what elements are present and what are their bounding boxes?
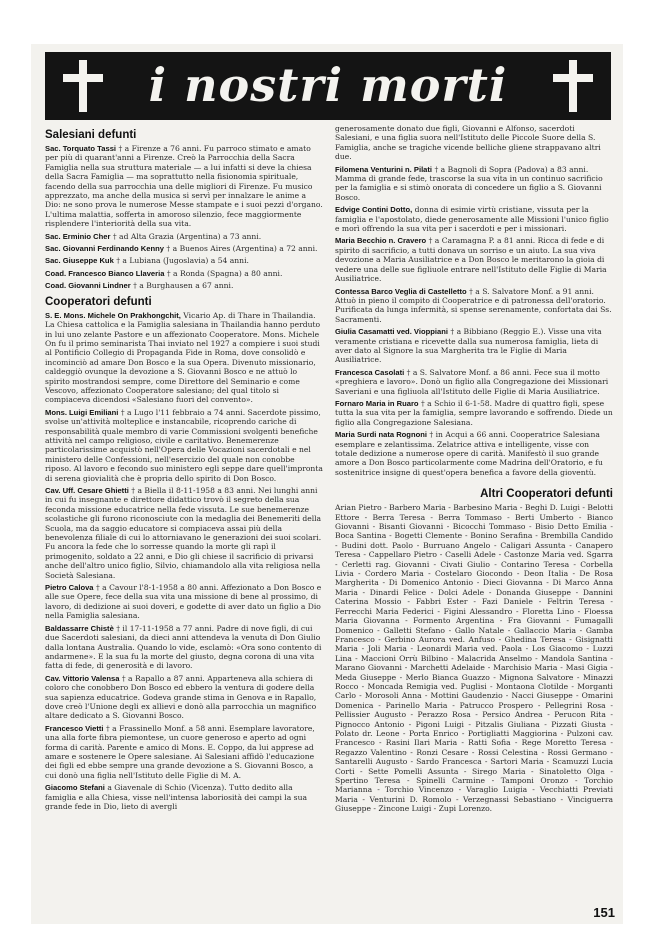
entry-text: a Giavenale di Schio (Vicenza). Tutto dedito alla famiglia e alla Chiesa, visse nell'intensa laboriosità dei campi la sua grande fede in Dio, lieto di avergli: [45, 783, 307, 811]
entry-text: † a Bagnoli di Sopra (Padova) a 83 anni. Mamma di grande fede, trascorse la sua vita in un continuo sacrificio per la famiglia e si stimò onorata di concedere un figlio a S. Giovanni Bosco.: [335, 164, 603, 202]
entry-name: Sac. Giuseppe Kuk: [45, 256, 114, 266]
entry-name: Maria Surdi nata Rognoni: [335, 430, 427, 440]
entry-name: Mons. Luigi Emiliani: [45, 407, 119, 417]
page: [31, 44, 623, 924]
entry-name: Sac. Torquato Tassi: [45, 144, 117, 153]
title-banner: [45, 52, 611, 120]
obituary-entry: [45, 281, 323, 290]
entry-text: † a Frassinello Monf. a 58 anni. Esemplare lavoratore, una alla forte fibra piemontese, un cuore generoso e aperto ad ogni forma di carità. Parente e amico di Mons. E. Coppo, da lui apprese ad amare e sostenere le Opere salesiane. Ai Salesiani affidò l'educazione dei figli ed ebbe sempre una grande devozione a S. Giovanni Bosco, a cui donò una figlia nell'Istituto delle Figlie di M. A.: [45, 723, 315, 780]
entry-text: † a Rapallo a 87 anni. Apparteneva alla schiera di coloro che conobbero Don Bosco ed ebbero la ventura di godere della sua sapienza educatrice. Godeva grande stima in Genova e in Rapallo, dove creò l'Unione degli ex allievi e donò alla parrocchia un magnifico altare dedicato a S. Giovanni Bosco.: [45, 673, 317, 721]
entry-name: Maria Becchio n. Cravero: [335, 236, 427, 246]
entry-text: Vicario Ap. di Thare in Thailandia. La Chiesa cattolica e la Famiglia salesiana in Thailandia hanno perduto in lui uno zelante Pastore e un affezionato Cooperatore. Mons. Michele On fu il primo seminarista Thai inviato nel 1927 a compiere i suoi studi al Pontificio Collegio di Propaganda Fide in Roma, dove consolidò e incominciò ad amare Don Bosco e la sua Opera. Divenuto missionario, caldeggiò ovunque la devozione a S. Giovanni Bosco e ne attuò lo spirito mostrandosi sempre, come Direttore del Seminario e come Vescovo, affezionato Cooperatore salesiano; del qual titolo si compiaceva dicendosi «Salesiano fuori del convento».: [45, 310, 321, 405]
entry-text: † a S. Salvatore Monf. a 91 anni. Attuò in pieno il compito di Cooperatrice e di patronessa dell'oratorio. Purificata da lunga infermità, si spense serenamente, confortata dai Ss. Sacramenti.: [335, 286, 612, 324]
obituary-entry: [335, 430, 613, 477]
entry-text: † a Lubiana (Jugoslavia) a 54 anni.: [113, 256, 249, 266]
entry-text: donna di esimie virtù cristiane, vissuta per la famiglia e l'apostolato, diede generosamente alle Missioni l'unico figlio e morì offrendo la sua vita per i sacerdoti e per i missionari.: [335, 205, 609, 234]
entry-text: † a Schio il 6-1-58. Madre di quattro figli, spese tutta la sua vita per la famiglia, sempre lavorando e soffrendo. Diede un figlio alla Congregazione Salesiana.: [335, 398, 613, 427]
section-heading-salesiani: Salesiani defunti: [45, 129, 137, 141]
obituary-continuation: generosamente donato due figli, Giovanni e Alfonso, sacerdoti Salesiani, e una figlia suora nell'Istituto delle Piccole Suore della S. Famiglia, anche se tragiche vicende belliche gliene strappavano altri due.: [335, 124, 601, 162]
entry-name: Cav. Uff. Cesare Ghietti: [45, 486, 129, 495]
cross-icon: [545, 58, 601, 114]
obituary-entry: [45, 244, 323, 253]
obituary-entry: [45, 624, 323, 671]
entry-text: † a S. Salvatore Monf. a 86 anni. Fece sua il motto «preghiera e lavoro». Donò un figlio alla Congregazione dei Missionari Saveriani e una figliuola all'Istituto delle Figlie di Maria Ausiliatrice.: [335, 367, 609, 396]
obituary-entry: [335, 327, 613, 365]
entry-text: † in Acqui a 66 anni. Cooperatrice Salesiana esemplare e zelantissima. Zelatrice attiva e intelligente, visse con totale dedizione a numerose opere di carità. Manifestò il suo grande amore a Don Bosco particolarmente come Madrina dell'Oratorio, e fu sostenitrice insigne di quest'opera benefica a favore della gioventù.: [335, 430, 603, 477]
obituary-entry: [335, 236, 613, 283]
obituary-entry: [45, 144, 323, 229]
entry-text: † ad Alta Grazia (Argentina) a 73 anni.: [110, 231, 262, 241]
entry-text: † a Burghausen a 67 anni.: [130, 281, 234, 291]
obituary-entry: [45, 408, 323, 483]
entry-text: † a Caramagna P. a 81 anni. Ricca di fede e di spirito di sacrificio, a tutti donava un sorriso e un aiuto. La sua viva devozione a Maria Ausiliatrice e a Don Bosco le meritarono la gioia di vedere una delle sue figliuole entrare nell'Istituto delle Figlie di Maria Ausiliatrice.: [335, 236, 607, 284]
entry-name: Coad. Francesco Bianco Llaveria: [45, 268, 165, 278]
page-title: i nostri morti: [148, 58, 508, 112]
entry-text: † il 17-11-1958 a 77 anni. Padre di nove figli, di cui due Sacerdoti salesiani, da dieci anni attendeva la venuta di Don Giulio dalla lontana Australia. Quando lo vide, esclamò: «Ora sono contento di andarmene». E la sua fu la morte del giusto, degna corona di una vita fatta di fede, di generosità e di lavoro.: [45, 623, 322, 671]
entry-name: Fornaro Maria in Ruaro: [335, 398, 419, 408]
section-heading-cooperatori: Cooperatori defunti: [45, 295, 152, 308]
obituary-entry: [335, 287, 613, 325]
entry-text: † a Bibbiano (Reggio E.). Visse una vita veramente cristiana e ricevette dalla sua numerosa famiglia, lieta di aver dato al Signore la sua Margherita tra le Figlie di Maria Ausiliatrice.: [335, 327, 602, 365]
entry-name: S. E. Mons. Michele On Prakhongchit,: [45, 310, 181, 320]
left-column: [45, 124, 323, 814]
obituary-entry: [45, 232, 323, 241]
entry-name: Filomena Venturini n. Pilati: [335, 164, 433, 174]
entry-name: Coad. Giovanni Lindner: [45, 281, 131, 291]
obituary-entry: [335, 399, 613, 427]
entry-name: Sac. Erminio Cher: [45, 231, 111, 241]
entry-text: † a Biella il 8-11-1958 a 83 anni. Nei lunghi anni in cui fu insegnante e direttore didattico trovò il segreto della sua feconda missione educatrice nella fede vissuta. Le sue benemerenze scolastiche gli furono riconosciute con la medaglia dei Benemeriti della Scuola, ma da saggio educatore si compiaceva assai più della benevolenza filiale di cui lo attorniavano le generazioni dei suoi scolari. Fu ancora la fede che lo sorresse quando la morte gli rapì il primogenito, soldato a 22 anni, e Dio gli chiese il sacrificio di privarsi anche dell'altro unico figlio, Silvio, chiamandolo alla vita religiosa nella Società Salesiana.: [45, 486, 322, 580]
entry-name: Francesca Casolati: [335, 367, 405, 377]
obituary-entry: [45, 256, 323, 265]
entry-name: Edvige Contini Dotto,: [335, 205, 413, 215]
entry-name: Pietro Calova: [45, 583, 94, 593]
entry-text: † a Ronda (Spagna) a 80 anni.: [164, 268, 283, 278]
obituary-entry: [45, 583, 323, 621]
entry-name: Giulia Casamatti ved. Vioppiani: [335, 327, 448, 337]
obituary-entry: [45, 724, 323, 780]
obituary-entry: [45, 674, 323, 721]
entry-text: † a Firenze a 76 anni. Fu parroco stimato e amato per più di quarant'anni a Firenze. Creò la Parrocchia della Sacra Famiglia nella sua struttura materiale — a lui infatti si deve la chiesa della Sacra Famiglia — ma soprattutto nella fisionomia spirituale, facendo della sua parrocchia una delle migliori di Firenze. Fu musico apprezzato, ma anche della musica si servì per innalzare le anime a Dio: ne sono prova le numerose Messe stampate e i suoi pezzi d'organo. L'ultima malattia, sofferta in amoroso silenzio, fece maggiormente risplendere l'interiorità della sua vita.: [45, 144, 323, 229]
entry-text: † a Cavour l'8-1-1958 a 80 anni. Affezionato a Don Bosco e alle sue Opere, fece della sua vita una missione di bene al prossimo, di lavoro, di dedizione ai suoi doveri, e godette di aver dato un figlio a Dio nella Famiglia salesiana.: [45, 583, 322, 621]
obituary-entry: [45, 311, 323, 405]
obituary-entry: [335, 205, 613, 233]
entry-name: Baldassarre Chistè: [45, 623, 114, 633]
cooperator-name-list: Arian Pietro - Barbero Maria - Barbesino Maria - Beghi D. Luigi - Belotti Ettore - Berra Teresa - Berra Tommaso - Berti Umberto - Bianco Giovanni - Bisanti Giovanni - Bicocchi Tommaso - Bisio Detto Emilia - Boca Santina - Bogetti Clemente - Bonino Serafina - Brembilla Candido - Budini dott. Paolo - Burruano Angelo - Caligari Assunta - Canapero Teresa - Cappellaro Pietro - Caselli Adele - Castonze Maria ved. Sgarra - Cerletti rag. Giovanni - Civati Giulio - Contarino Teresa - Corbella Livia - Cordero Maria - Costelaro Giocondo - Deon Italia - De Rosa Margherita - Di Domenico Antonio - Dieci Giovanna - Di Marco Anna Maria - Dinardi Felice - Dolci Adele - Donanda Giuseppe - Dannini Caterina Mossio - Fabbri Ester - Fazi Daniele - Feltrin Teresa - Ferrecchi Maria Federici - Figini Alessandro - Floretta Lino - Floessa Maria Giovanna - Formento Argentina - Fra Giovanni - Fumagalli Domenico - Galletti Stefano - Gallo Natale - Gallaccio Maria - Gamba Francesco - Gerbino Aurora ved. Anfuso - Ghedina Teresa - Gisignatti Maria - Joli Maria - Leonardi Maria ved. Paola - Los Giacomo - Luzzi Lina - Maccioni Orrù Bilbino - Malacrida Anselmo - Mandola Santina - Marano Giovanni - Marchetti Adelaide - Marchisio Maria - Masi Gigia - Meda Giuseppe - Merlo Bianca Guazzo - Mignona Salvatore - Minazzi Rocco - Moncada Remigia ved. Puglisi - Montaona Clotilde - Morganti Carlo - Morosoli Anna - Mottini Gaudenzio - Nacci Giuseppe - Omarini Domenica - Parinello Maria - Patrucco Prospero - Pellegrini Rosa - Pellissier Augusto - Perazzo Rosa - Persico Andrea - Perucon Rita - Pignocco Antonio - Pigoni Luigi - Pitzalis Giuliana - Pizzati Giusta - Polato dr. Leone - Porta Enrico - Portigliatti Maggiorina - Pulzoni cav. Francesco - Rasini Ilari Maria - Ratti Sofia - Rege Moretto Teresa - Regazzo Valentino - Ronzi Cesare - Rossi Celestina - Rossi Germano - Santarelli Augusto - Sardo Francesca - Sartori Maria - Scamuzzi Lucia Corti - Sette Pomelli Assunta - Sirego Maria - Sinatoletto Olga - Spertino Teresa - Spinelli Carmine - Tamponi Oronzo - Torchio Marianna - Torchio Vincenzo - Varaglio Luigia - Vecchiatti Previati Maria - Venturini D. Romolo - Verzegnassi Sebastiano - Vinciguerra Giuseppe - Zincone Luigi - Zupi Lorenzo.: [335, 503, 613, 814]
obituary-entry: [45, 269, 323, 278]
entry-name: Cav. Vittorio Valensa: [45, 673, 120, 683]
cross-icon: [55, 58, 111, 114]
right-column: [335, 124, 613, 817]
entry-text: † a Buenos Aires (Argentina) a 72 anni.: [164, 244, 318, 254]
obituary-entry: [45, 783, 323, 811]
obituary-entry: [335, 165, 613, 203]
obituary-entry: [335, 368, 613, 396]
entry-text: † a Lugo l'11 febbraio a 74 anni. Sacerdote pissimo, svolse un'attività molteplice e instancabile, ricoprendo cariche di responsabilità quale membro di varie Commissioni svolgenti benefiche attività nel campo religioso, civile e caritativo. Benemerenze particolarissime acquistò nell'Opera delle Vocazioni sacerdotali e nel ministero delle Confessioni, nell'esercizio del quale non conobbe riposo. Al lavoro e fecondo suo ministero egli seppe dare quell'impronta di serena giovialità che è propria dello spirito di Don Bosco.: [45, 407, 323, 483]
entry-name: Sac. Giovanni Ferdinando Kenny: [45, 244, 164, 254]
entry-name: Giacomo Stefani: [45, 783, 105, 793]
entry-name: Francesco Vietti: [45, 723, 104, 733]
entry-name: Contessa Barco Veglia di Castelletto: [335, 286, 467, 296]
section-heading-altri: Altri Cooperatori defunti: [480, 488, 613, 501]
obituary-entry: [45, 486, 323, 580]
page-number: 151: [593, 905, 615, 920]
